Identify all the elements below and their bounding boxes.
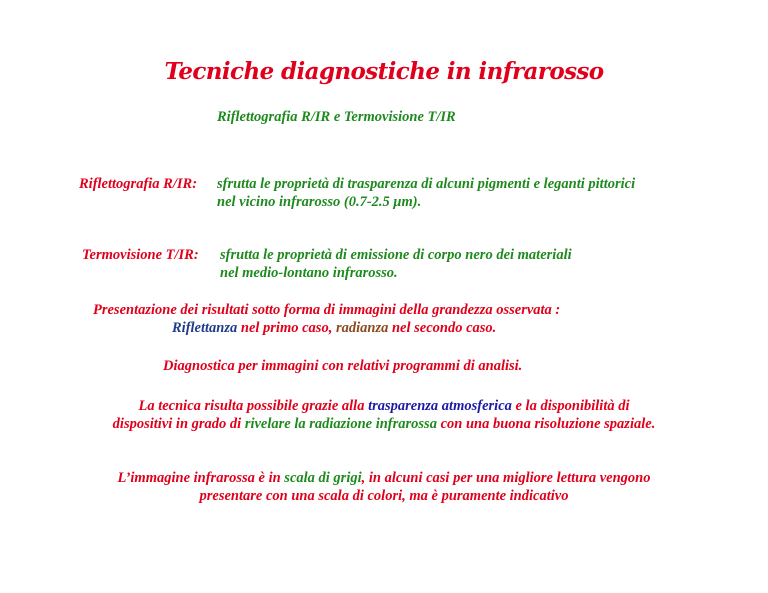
subtitle: Riflettografia R/IR e Termovisione T/IR <box>217 109 456 125</box>
immagine-a: L’immagine infrarossa è in <box>117 470 285 486</box>
presentazione-mid: nel primo caso, <box>237 320 336 336</box>
riflettanza-term: Riflettanza <box>172 320 238 336</box>
scala-grigi-term: scala di grigi <box>284 470 362 486</box>
presentazione-line-1: Presentazione dei risultati sotto forma di immagini della grandezza osservata : <box>93 302 561 318</box>
mu-symbol: μ <box>393 194 402 210</box>
termovisione-colon: : <box>193 247 199 263</box>
immagine-b: , in alcuni casi per una migliore lettura vengono <box>361 470 651 486</box>
tecnica-a: La tecnica risulta possibile grazie alla <box>138 398 369 414</box>
termovisione-line-1 <box>82 247 572 264</box>
trasparenza-term: trasparenza atmosferica <box>368 398 512 414</box>
radianza-term: radianza <box>335 320 389 336</box>
rivelare-term: rivelare la radiazione infrarossa <box>244 416 437 432</box>
tecnica-line-2 <box>0 416 768 433</box>
termovisione-label: Termovisione T/IR <box>82 247 194 263</box>
tecnica-c: dispositivi in grado di <box>112 416 245 432</box>
tecnica-d: con una buona risoluzione spaziale. <box>436 416 656 432</box>
riflettografia-desc-2b: m). <box>401 194 422 210</box>
presentazione-line-2 <box>172 320 496 337</box>
riflettografia-desc-1: sfrutta le proprietà di trasparenza di alcuni pigmenti e leganti pittorici <box>217 176 636 192</box>
termovisione-desc-1: sfrutta le proprietà di emissione di corpo nero dei materiali <box>220 247 572 263</box>
immagine-line-2: presentare con una scala di colori, ma è puramente indicativo <box>199 488 569 504</box>
page-title: Tecniche diagnostiche in infrarosso <box>164 58 604 85</box>
immagine-line-1 <box>0 470 768 487</box>
riflettografia-line-1 <box>79 176 636 193</box>
presentazione-end: nel secondo caso. <box>388 320 497 336</box>
diagnostica-line: Diagnostica per immagini con relativi programmi di analisi. <box>163 358 523 374</box>
riflettografia-colon: : <box>192 176 198 192</box>
tecnica-b: e la disponibilità di <box>511 398 630 414</box>
riflettografia-desc-2a: nel vicino infrarosso (0.7-2.5 <box>217 194 394 210</box>
termovisione-line-2: nel medio-lontano infrarosso. <box>220 265 398 281</box>
tecnica-line-1 <box>0 398 768 415</box>
riflettografia-label: Riflettografia R/IR <box>79 176 193 192</box>
riflettografia-line-2 <box>217 194 421 211</box>
